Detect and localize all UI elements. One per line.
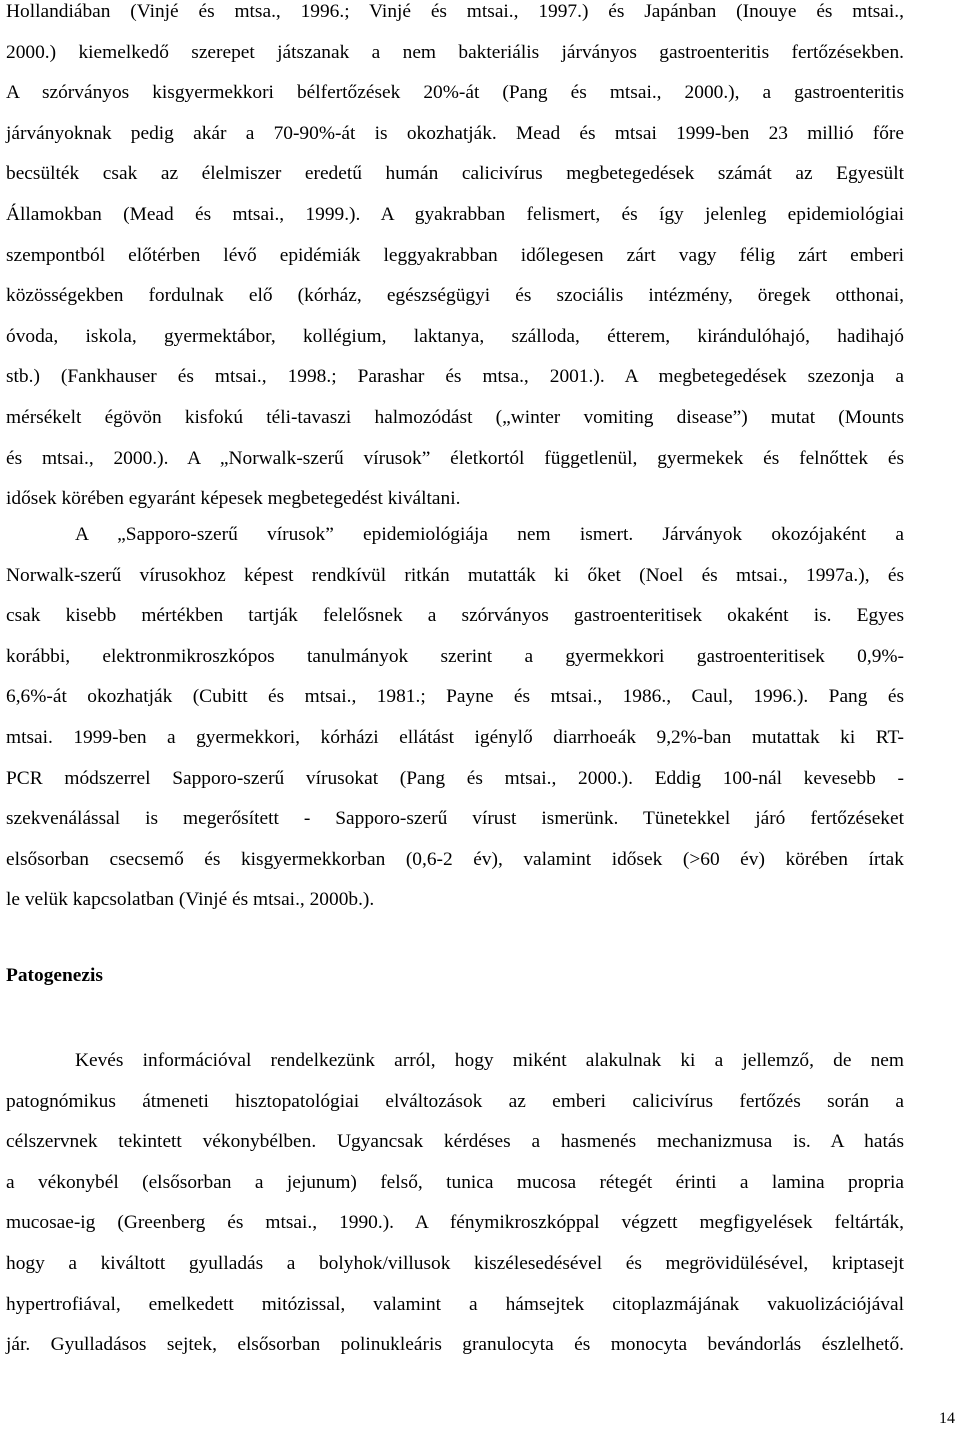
text-line: Kevés információval rendelkezünk arról, hogy miként alakulnak ki a jellemző, de nem [75,1050,904,1071]
paragraph-pathogenesis [6,1041,904,1366]
text-line: 6,6%-át okozhatják (Cubitt és mtsai., 1981.; Payne és mtsai., 1986., Caul, 1996.). Pang és [6,686,904,708]
text-line: Államokban (Mead és mtsai., 1999.). A gyakrabban felismert, és így jelenleg epidemiológiai [6,203,904,225]
text-line: A „Sapporo-szerű vírusok” epidemiológiája nem ismert. Járványok okozójaként a [75,524,904,545]
text-line: csak kisebb mértékben tartják felelősnek a szórványos gastroenteritisek okaként is. Egyes [6,605,904,627]
text-line: Hollandiában (Vinjé és mtsa., 1996.; Vinjé és mtsai., 1997.) és Japánban (Inouye és mtsai., [6,1,904,22]
text-line: hogy a kiváltott gyulladás a bolyhok/villusok kiszélesedésével és megrövidülésével, kriptasejt [6,1252,904,1274]
text-line: óvoda, iskola, gyermektábor, kollégium, laktanya, szálloda, étterem, kirándulóhajó, hadihajó [6,325,904,347]
text-line: Norwalk-szerű vírusokhoz képest rendkívül ritkán mutatták ki őket (Noel és mtsai., 1997a.), és [6,564,904,586]
text-line: 2000.) kiemelkedő szerepet játszanak a nem bakteriális járványos gastroenteritis fertőzésekben. [6,41,904,63]
text-line: patognómikus átmeneti hisztopatológiai elváltozások az emberi calicivírus fertőzés során a [6,1090,904,1112]
text-line: célszervnek tekintett vékonybélben. Ugyancsak kérdéses a hasmenés mechanizmusa is. A hatás [6,1131,904,1153]
text-line: PCR módszerrel Sapporo-szerű vírusokat (Pang és mtsai., 2000.). Eddig 100-nál kevesebb - [6,767,904,789]
paragraph-epidemiology-norwalk [6,0,904,520]
text-line: elsősorban csecsemő és kisgyermekkorban (0,6-2 év), valamint idősek (>60 év) körében írtak [6,848,904,870]
text-line: hypertrofiával, emelkedett mitózissal, valamint a hámsejtek citoplazmájának vakuolizációjával [6,1293,904,1315]
section-heading-patogenezis: Patogenezis [6,965,103,986]
text-line: le velük kapcsolatban (Vinjé és mtsai., 2000b.). [6,889,375,911]
text-line: idősek körében egyaránt képesek megbetegedést kiváltani. [6,488,461,510]
text-line: szempontból előtérben lévő epidémiák leggyakrabban időlegesen zárt vagy félig zárt emberi [6,244,904,266]
text-line: stb.) (Fankhauser és mtsai., 1998.; Parashar és mtsa., 2001.). A megbetegedések szezonja a [6,366,904,388]
text-line: A szórványos kisgyermekkori bélfertőzések 20%-át (Pang és mtsai., 2000.), a gastroenteritis [6,82,904,104]
text-line: jár. Gyulladásos sejtek, elsősorban polinukleáris granulocyta és monocyta bevándorlás észlelhető. [6,1334,904,1356]
text-line: és mtsai., 2000.). A „Norwalk-szerű vírusok” életkortól függetlenül, gyermekek és felnőttek és [6,447,904,469]
text-line: mtsai. 1999-ben a gyermekkori, kórházi ellátást igénylő diarrhoeák 9,2%-ban mutattak ki RT- [6,726,904,748]
text-line: mérsékelt égövön kisfokú téli-tavaszi halmozódást („winter vomiting disease”) mutat (Mounts [6,406,904,428]
text-line: korábbi, elektronmikroszkópos tanulmányok szerint a gyermekkori gastroenteritisek 0,9%- [6,645,904,667]
text-line: becsülték csak az élelmiszer eredetű humán calicivírus megbetegedések számát az Egyesült [6,163,904,185]
paragraph-epidemiology-sapporo [6,515,904,921]
text-line: mucosae-ig (Greenberg és mtsai., 1990.). A fénymikroszkóppal végzett megfigyelések feltárták, [6,1212,904,1234]
text-line: járványoknak pedig akár a 70-90%-át is okozhatják. Mead és mtsai 1999-ben 23 millió főre [6,122,904,144]
text-line: a vékonybél (elsősorban a jejunum) felső, tunica mucosa rétegét érinti a lamina propria [6,1171,904,1193]
text-line: szekvenálással is megerősített - Sapporo-szerű vírust ismerünk. Tünetekkel járó fertőzéseket [6,808,904,830]
text-line: közösségekben fordulnak elő (kórház, egészségügyi és szociális intézmény, öregek otthonai, [6,285,904,307]
page-number: 14 [939,1410,955,1427]
